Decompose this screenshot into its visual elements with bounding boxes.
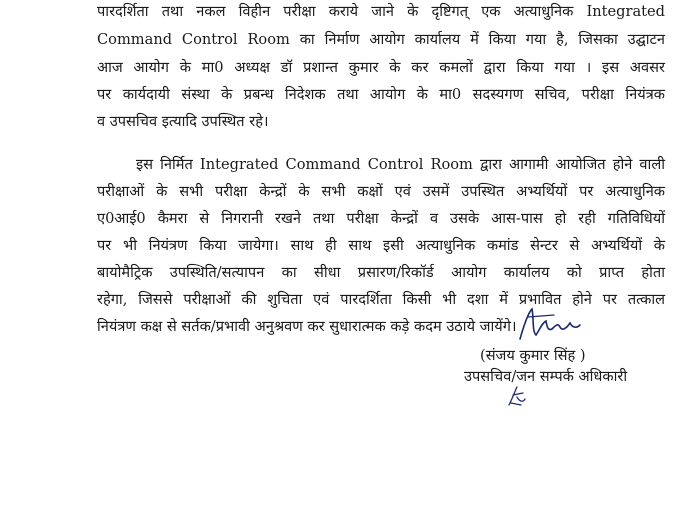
paragraph-1-line: आज आयोग के मा0 अध्यक्ष डॉ प्रशान्त कुमार के कर कमलों द्वारा किया गया । इस अवसर — [97, 59, 665, 76]
initial-mark — [505, 383, 529, 409]
paragraph-1-line: व उपसचिव इत्यादि उपस्थित रहे। — [97, 113, 269, 130]
paragraph-1-line: पर कार्यदायी संस्था के प्रबन्ध निदेशक तथा आयोग के मा0 सदस्यगण सचिव, परीक्षा नियंत्रक — [97, 86, 665, 103]
paragraph-1-line: Command Control Room का निर्माण आयोग कार्यालय में किया गया है, जिसका उद्घाटन — [97, 31, 665, 48]
paragraph-1-line: पारदर्शिता तथा नकल विहीन परीक्षा कराये जाने के दृष्टिगत् एक अत्याधुनिक Integrated — [97, 3, 665, 20]
handwritten-signature — [514, 305, 594, 347]
signatory-designation: उपसचिव/जन सम्पर्क अधिकारी — [464, 368, 628, 385]
paragraph-2-line: परीक्षाओं के सभी परीक्षा केन्द्रों के सभी कक्षों एवं उसमें उपस्थित अभ्यर्थियों पर अत्याधुनिक — [97, 183, 665, 200]
paragraph-2-line: नियंत्रण कक्ष से सर्तक/प्रभावी अनुश्रवण कर सुधारात्मक कड़े कदम उठाये जायेंगे। — [97, 318, 517, 335]
paragraph-2-line: रहेगा, जिससे परीक्षाओं की शुचिता एवं पारदर्शिता किसी भी दशा में प्रभावित होने पर तत्काल — [97, 291, 665, 308]
paragraph-2-line: ए0आई0 कैमरा से निगरानी रखने तथा परीक्षा केन्द्रों व उसके आस-पास हो रही गतिविधियों — [97, 210, 665, 227]
signatory-name: (संजय कुमार सिंह ) — [480, 347, 586, 364]
signature-block — [464, 305, 670, 415]
paragraph-2-line: बायोमैट्रिक उपस्थिति/सत्यापन का सीधा प्रसारण/रिकॉर्ड आयोग कार्यालय को प्राप्त होता — [97, 264, 665, 281]
paragraph-2-line: इस निर्मित Integrated Command Control Room द्वारा आगामी आयोजित होने वाली — [136, 156, 665, 173]
paragraph-2-line: पर भी नियंत्रण किया जायेगा। साथ ही साथ इसी अत्याधुनिक कमांड सेन्टर से अभ्यर्थियों के — [97, 237, 665, 254]
